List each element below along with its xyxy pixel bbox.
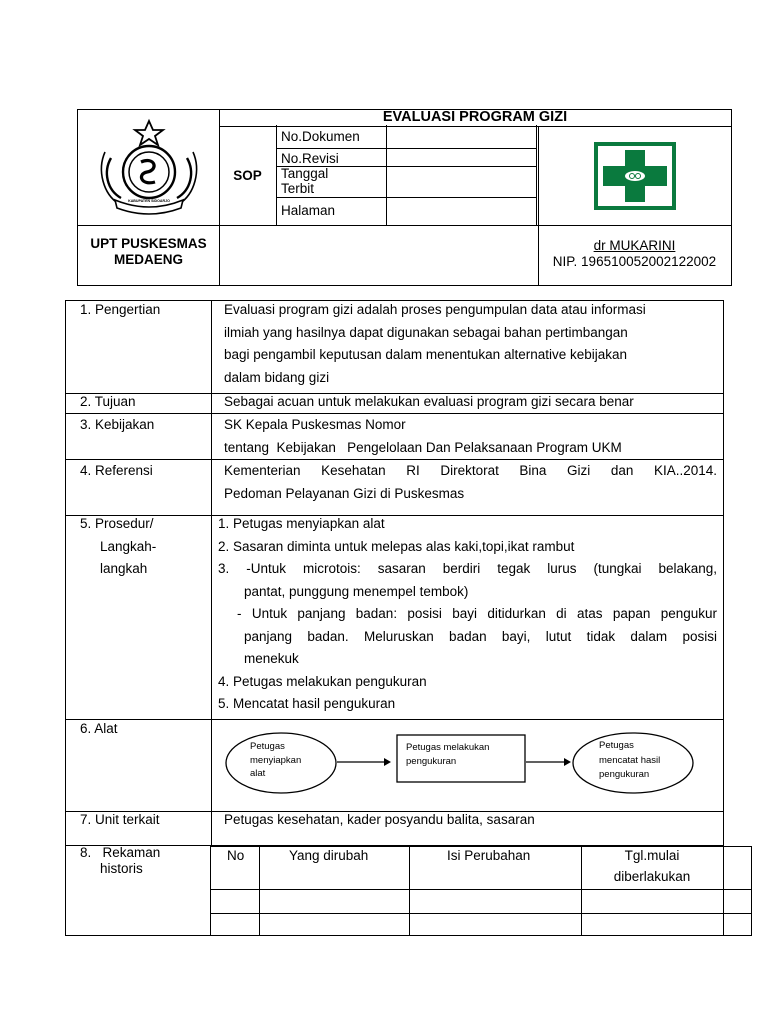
row-rekaman bbox=[65, 846, 211, 936]
field-halaman: Halaman bbox=[281, 203, 336, 218]
flow-node-2-text: Petugas melakukan pengukuran bbox=[406, 742, 490, 767]
flow-node-1-text: Petugas menyiapkan alat bbox=[250, 741, 302, 779]
field-no-dokumen: No.Dokumen bbox=[281, 129, 360, 144]
tujuan-text: Sebagai acuan untuk melakukan evaluasi program gizi secara benar bbox=[224, 394, 634, 409]
label-kebijakan: 3. Kebijakan bbox=[80, 417, 155, 432]
pengertian-text: Evaluasi program gizi adalah proses pengumpulan data atau informasi ilmiah yang hasilnya dapat digunakan sebagai bahan pertimbangan bagi pengambil keputusan dalam menentukan alternative kebijakan dalam bidang gizi bbox=[224, 302, 646, 385]
org-name bbox=[78, 236, 219, 267]
row-kebijakan bbox=[65, 414, 724, 460]
logo-text: KABUPATEN SIDOARJO bbox=[128, 199, 170, 203]
history-header-no: No bbox=[227, 848, 245, 863]
signer-nip: NIP. 196510052002122002 bbox=[552, 253, 717, 269]
field-tanggal-terbit: Tanggal Terbit bbox=[281, 166, 329, 196]
document-fields bbox=[276, 125, 537, 225]
label-prosedur: 5. Prosedur/ Langkah- langkah bbox=[80, 516, 157, 576]
row-referensi bbox=[65, 460, 724, 516]
flow-node-3-text: Petugas mencatat hasil pengukuran bbox=[599, 740, 661, 780]
flow-diagram bbox=[225, 730, 715, 802]
org-line-2: MEDAENG bbox=[113, 251, 183, 267]
referensi-text: Kementerian Kesehatan RI Direktorat Bina Gizi dan KIA..2014. Pedoman Pelayanan Gizi di Puskesmas bbox=[224, 463, 717, 501]
history-header-tgl: Tgl.mulai diberlakukan bbox=[613, 848, 691, 884]
history-table bbox=[210, 846, 752, 936]
unit-terkait-text: Petugas kesehatan, kader posyandu balita, sasaran bbox=[224, 812, 535, 827]
document-title: EVALUASI PROGRAM GIZI bbox=[382, 109, 568, 125]
signer-block bbox=[538, 238, 731, 269]
history-header-isi-perubahan: Isi Perubahan bbox=[447, 848, 531, 863]
kabupaten-logo-icon bbox=[93, 118, 205, 216]
org-line-1: UPT PUSKESMAS bbox=[90, 236, 207, 251]
label-referensi: 4. Referensi bbox=[80, 463, 153, 478]
row-unit-terkait bbox=[65, 812, 724, 846]
label-tujuan: 2. Tujuan bbox=[80, 394, 136, 409]
row-prosedur bbox=[65, 516, 724, 720]
sop-label: SOP bbox=[233, 168, 262, 183]
prosedur-steps: 1. Petugas menyiapkan alat 2. Sasaran diminta untuk melepas alas kaki,topi,ikat rambut 3. -Untuk microtois: sasaran berdiri tegak lurus (tungkai belakang, pantat, punggung menempel tembok) - Untuk panjang badan: posisi bayi ditidurkan di atas papan pengukur panjang badan. Meluruskan badan bayi, lutut tidak dalam posisi menekuk 4. Petugas melakukan pengukuran 5. Mencatat hasil pengukuran bbox=[218, 516, 717, 711]
label-unit-terkait: 7. Unit terkait bbox=[80, 812, 160, 827]
row-pengertian bbox=[65, 300, 724, 394]
puskesmas-logo-icon bbox=[594, 142, 676, 210]
flow-arrowhead-1 bbox=[384, 758, 391, 766]
label-alat: 6. Alat bbox=[80, 721, 118, 736]
history-header-yang-dirubah: Yang dirubah bbox=[289, 848, 369, 863]
flow-arrowhead-2 bbox=[564, 758, 571, 766]
field-no-revisi: No.Revisi bbox=[281, 151, 339, 166]
label-rekaman: 8. Rekaman historis bbox=[80, 845, 161, 876]
row-tujuan bbox=[65, 394, 724, 414]
kebijakan-text: SK Kepala Puskesmas Nomor tentang Kebijakan Pengelolaan Dan Pelaksanaan Program UKM bbox=[224, 417, 622, 455]
signer-name: dr MUKARINI bbox=[593, 238, 676, 253]
label-pengertian: 1. Pengertian bbox=[80, 302, 161, 317]
